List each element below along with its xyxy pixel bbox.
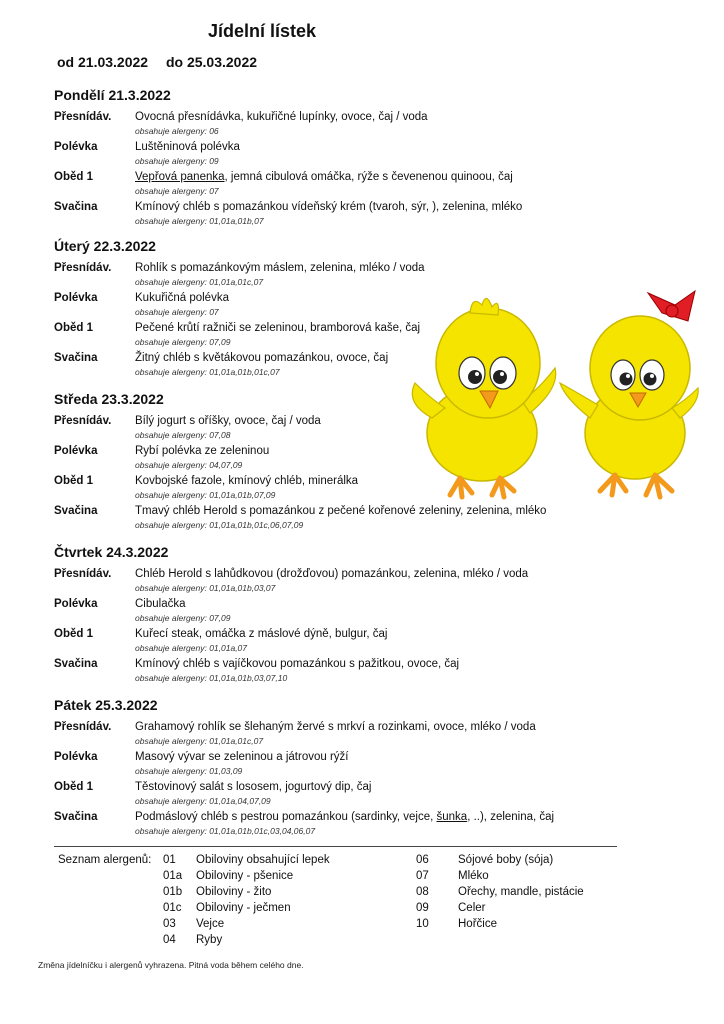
- meal-description-underlined: Vepřová panenka: [135, 171, 225, 183]
- meal-allergens: obsahuje alergeny: 01,01a,07: [135, 643, 248, 653]
- meal-description: Pečené krůtí ražniči se zeleninou, bramborová kaše, čaj: [135, 322, 421, 334]
- divider: [54, 846, 617, 847]
- meal-allergens: obsahuje alergeny: 01,01a,01c,07: [135, 277, 264, 287]
- day-title: Pondělí 21.3.2022: [54, 87, 171, 103]
- meal-description: Grahamový rohlík se šlehaným žervé s mrkví a rozinkami, ovoce, mléko / voda: [135, 721, 536, 733]
- meal-label: Přesnídáv.: [54, 111, 112, 123]
- meal-allergens: obsahuje alergeny: 07,09: [135, 337, 231, 347]
- meal-row: [54, 141, 674, 171]
- allergen-name: Obiloviny - pšenice: [196, 870, 294, 882]
- meal-row: [54, 171, 674, 201]
- meal-allergens: obsahuje alergeny: 01,01a,01b,07,09: [135, 490, 276, 500]
- allergen-code: 01a: [163, 870, 183, 882]
- meal-row: [54, 568, 674, 598]
- meal-row: [54, 658, 674, 688]
- meal-description: Žitný chléb s květákovou pomazánkou, ovoce, čaj: [135, 352, 389, 364]
- meal-description: Cibulačka: [135, 598, 186, 610]
- meal-row: [54, 751, 674, 781]
- day-title: Čtvrtek 24.3.2022: [54, 544, 169, 560]
- meal-allergens: obsahuje alergeny: 01,01a,01b,07: [135, 216, 264, 226]
- allergen-name: Celer: [458, 902, 486, 914]
- meal-allergens: obsahuje alergeny: 07: [135, 307, 219, 317]
- meal-label: Polévka: [54, 292, 98, 304]
- meal-allergens: obsahuje alergeny: 01,01a,01b,03,07,10: [135, 673, 288, 683]
- meal-label: Svačina: [54, 811, 98, 823]
- meal-allergens: obsahuje alergeny: 07,08: [135, 430, 231, 440]
- meal-label: Přesnídáv.: [54, 415, 112, 427]
- allergen-name: Ořechy, mandle, pistácie: [458, 886, 584, 898]
- meal-description: Kovbojské fazole, kmínový chléb, minerálka: [135, 475, 359, 487]
- meal-label: Polévka: [54, 598, 98, 610]
- meal-description-underlined: šunka: [436, 811, 468, 823]
- meal-description-part: Podmáslový chléb s pestrou pomazánkou (sardinky, vejce,: [135, 811, 437, 823]
- date-from: od 21.03.2022: [57, 54, 149, 70]
- meal-label: Přesnídáv.: [54, 568, 112, 580]
- allergen-name: Ryby: [196, 934, 223, 946]
- day-section: [54, 697, 674, 841]
- meal-allergens: obsahuje alergeny: 01,01a,01b,03,07: [135, 583, 276, 593]
- meal-row: [54, 111, 674, 141]
- meal-label: Svačina: [54, 658, 98, 670]
- allergen-code: 01: [163, 854, 176, 866]
- date-range: [57, 54, 271, 70]
- allergen-code: 09: [416, 902, 429, 914]
- allergen-name: Sójové boby (sója): [458, 854, 554, 866]
- meal-allergens: obsahuje alergeny: 01,01a,01b,01c,03,04,06,07: [135, 826, 316, 836]
- allergen-code: 01c: [163, 902, 182, 914]
- meal-description: Rohlík s pomazánkovým máslem, zelenina, mléko / voda: [135, 262, 425, 274]
- chick-left: [412, 298, 555, 497]
- allergen-code: 07: [416, 870, 429, 882]
- allergen-code: 01b: [163, 886, 183, 898]
- meal-row: [54, 598, 674, 628]
- meal-description: Kuřecí steak, omáčka z máslové dýně, bulgur, čaj: [135, 628, 388, 640]
- meal-row: [54, 811, 674, 841]
- day-title: Pátek 25.3.2022: [54, 697, 158, 713]
- meal-label: Polévka: [54, 141, 98, 153]
- meal-description: [135, 811, 554, 823]
- meal-row: [54, 721, 674, 751]
- meal-label: Oběd 1: [54, 628, 93, 640]
- allergen-code: 03: [163, 918, 176, 930]
- meal-description: Chléb Herold s lahůdkovou (drožďovou) pomazánkou, zelenina, mléko / voda: [135, 568, 529, 580]
- footnote: Změna jídelníčku i alergenů vyhrazena. Pitná voda během celého dne.: [38, 960, 304, 970]
- allergen-name: Obiloviny - ječmen: [196, 902, 291, 914]
- meal-description-part: , ..), zelenina, čaj: [467, 811, 555, 823]
- meal-allergens: obsahuje alergeny: 01,01a,04,07,09: [135, 796, 271, 806]
- allergen-code: 08: [416, 886, 429, 898]
- meal-allergens: obsahuje alergeny: 07: [135, 186, 219, 196]
- meal-allergens: obsahuje alergeny: 01,01a,01c,07: [135, 736, 264, 746]
- allergen-code: 04: [163, 934, 176, 946]
- meal-allergens: obsahuje alergeny: 07,09: [135, 613, 231, 623]
- meal-label: Svačina: [54, 505, 98, 517]
- date-to: do 25.03.2022: [165, 54, 258, 70]
- meal-label: Oběd 1: [54, 322, 93, 334]
- meal-description: Těstovinový salát s lososem, jogurtový dip, čaj: [135, 781, 372, 793]
- day-title: Úterý 22.3.2022: [54, 238, 156, 254]
- meal-allergens: obsahuje alergeny: 06: [135, 126, 219, 136]
- meal-allergens: obsahuje alergeny: 09: [135, 156, 219, 166]
- meal-description: Kukuřičná polévka: [135, 292, 229, 304]
- meal-description: Masový vývar se zeleninou a játrovou rýží: [135, 751, 349, 763]
- meal-description: [135, 171, 513, 183]
- chick-right: [560, 291, 698, 497]
- meal-allergens: obsahuje alergeny: 01,01a,01b,01c,06,07,09: [135, 520, 304, 530]
- meal-label: Polévka: [54, 445, 98, 457]
- meal-label: Přesnídáv.: [54, 262, 112, 274]
- meal-description: Bílý jogurt s oříšky, ovoce, čaj / voda: [135, 415, 321, 427]
- allergen-name: Obiloviny - žito: [196, 886, 272, 898]
- meal-description: Ovocná přesnídávka, kukuřičné lupínky, ovoce, čaj / voda: [135, 111, 428, 123]
- meal-allergens: obsahuje alergeny: 01,01a,01b,01c,07: [135, 367, 280, 377]
- meal-allergens: obsahuje alergeny: 04,07,09: [135, 460, 243, 470]
- meal-label: Polévka: [54, 751, 98, 763]
- meal-row: [54, 201, 674, 231]
- meal-description-part: , jemná cibulová omáčka, rýže s čevenenou quinoou, čaj: [224, 171, 513, 183]
- meal-label: Oběd 1: [54, 475, 93, 487]
- meal-row: [54, 505, 674, 535]
- meal-label: Oběd 1: [54, 171, 93, 183]
- meal-row: [54, 628, 674, 658]
- meal-label: Oběd 1: [54, 781, 93, 793]
- chicks-illustration: [400, 283, 700, 503]
- allergen-name: Mléko: [458, 870, 489, 882]
- allergen-name: Hořčice: [458, 918, 497, 930]
- meal-description: Rybí polévka ze zeleninou: [135, 445, 270, 457]
- meal-description: Kmínový chléb s vajíčkovou pomazánkou s pažitkou, ovoce, čaj: [135, 658, 460, 670]
- allergen-code: 06: [416, 854, 429, 866]
- allergen-name: Vejce: [196, 918, 225, 930]
- allergen-legend-heading: Seznam alergenů:: [58, 854, 152, 866]
- meal-description: Luštěninová polévka: [135, 141, 240, 153]
- page-title: Jídelní lístek: [208, 21, 317, 41]
- meal-description: Kmínový chléb s pomazánkou vídeňský krém (tvaroh, sýr, ), zelenina, mléko: [135, 201, 523, 213]
- day-section: [54, 87, 674, 231]
- meal-label: Přesnídáv.: [54, 721, 112, 733]
- meal-label: Svačina: [54, 352, 98, 364]
- allergen-name: Obiloviny obsahující lepek: [196, 854, 330, 866]
- meal-description: Tmavý chléb Herold s pomazánkou z pečené kořenové zeleniny, zelenina, mléko: [135, 505, 547, 517]
- meal-row: [54, 781, 674, 811]
- allergen-code: 10: [416, 918, 429, 930]
- day-title: Středa 23.3.2022: [54, 391, 164, 407]
- day-section: [54, 544, 674, 688]
- meal-label: Svačina: [54, 201, 98, 213]
- meal-allergens: obsahuje alergeny: 01,03,09: [135, 766, 243, 776]
